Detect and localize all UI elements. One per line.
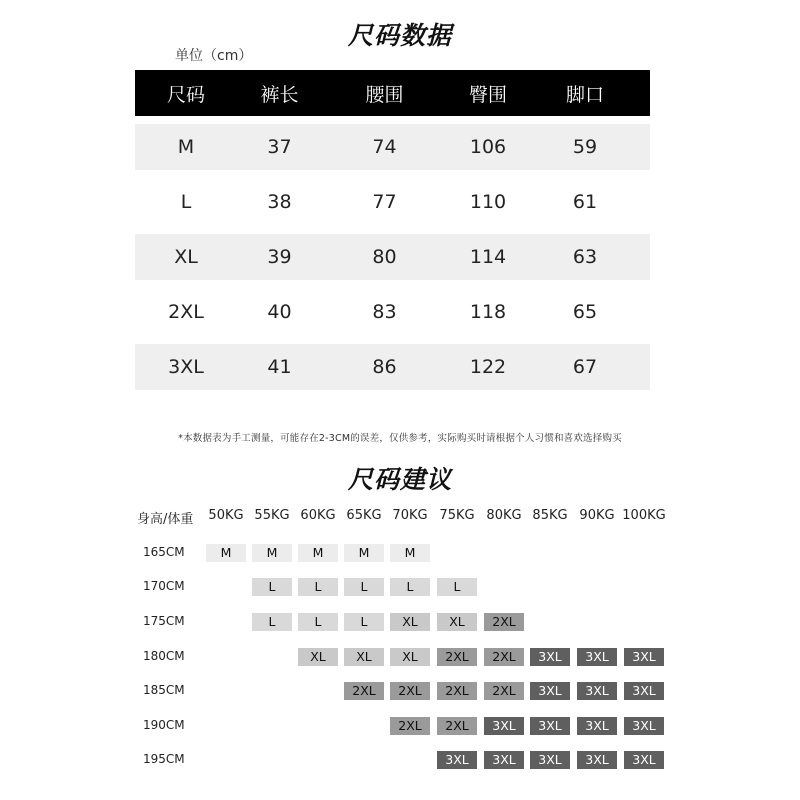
header-hem: 脚口 <box>565 83 604 106</box>
table-row <box>135 179 650 225</box>
size-chip: 2XL <box>484 648 524 666</box>
cell: 86 <box>372 356 397 378</box>
weight-header: 90KG <box>579 508 615 523</box>
size-chip: 2XL <box>344 682 384 700</box>
size-chip: XL <box>437 613 477 631</box>
size-chip: 2XL <box>484 682 524 700</box>
weight-header: 85KG <box>532 508 568 523</box>
cell: 37 <box>267 136 292 158</box>
size-chip: 3XL <box>577 751 617 769</box>
size-chip: L <box>437 578 477 596</box>
size-chip: M <box>344 544 384 562</box>
size-chip: XL <box>298 648 338 666</box>
cell: 83 <box>372 301 397 323</box>
size-data-title: 尺码数据 <box>347 21 452 50</box>
size-chip: 3XL <box>530 682 570 700</box>
cell: 2XL <box>168 301 204 323</box>
measurement-note: *本数据表为手工测量，可能存在2-3CM的误差，仅供参考，实际购买时请根据个人习惯和喜欢选择购买 <box>178 433 622 444</box>
size-chip: 3XL <box>577 717 617 735</box>
table-row <box>135 124 650 170</box>
size-chip: 3XL <box>624 751 664 769</box>
size-chip: XL <box>390 613 430 631</box>
cell: 63 <box>572 246 598 268</box>
header-hip: 臀围 <box>468 83 507 106</box>
height-label: 180CM <box>143 649 185 663</box>
size-data-table <box>135 70 650 390</box>
size-chip: 3XL <box>624 717 664 735</box>
weight-header: 75KG <box>439 508 475 523</box>
weight-header: 80KG <box>486 508 522 523</box>
cell: 59 <box>572 136 598 158</box>
size-chip: M <box>252 544 292 562</box>
cell: 114 <box>469 246 507 268</box>
size-chip: M <box>298 544 338 562</box>
cell: 39 <box>267 246 292 268</box>
height-label: 175CM <box>143 614 185 628</box>
weight-header: 60KG <box>300 508 336 523</box>
cell: 38 <box>267 191 292 213</box>
cell: XL <box>174 246 198 268</box>
height-label: 190CM <box>143 718 185 732</box>
size-chip: 3XL <box>624 682 664 700</box>
height-label: 170CM <box>143 579 185 593</box>
size-chip: L <box>252 578 292 596</box>
header-length: 裤长 <box>260 83 299 106</box>
cell: 122 <box>469 356 507 378</box>
size-chip: 3XL <box>577 682 617 700</box>
cell: L <box>180 191 192 213</box>
size-chip: 2XL <box>437 682 477 700</box>
size-chip: L <box>298 578 338 596</box>
size-recommendation-title: 尺码建议 <box>347 465 452 494</box>
size-chip: XL <box>344 648 384 666</box>
weight-header: 55KG <box>254 508 290 523</box>
size-chip: 3XL <box>437 751 477 769</box>
cell: 110 <box>469 191 507 213</box>
cell: 3XL <box>168 356 204 378</box>
size-chip: M <box>206 544 246 562</box>
cell: 67 <box>572 356 598 378</box>
cell: 40 <box>267 301 292 323</box>
header-waist: 腰围 <box>365 83 404 106</box>
weight-header: 50KG <box>208 508 244 523</box>
size-chip: 3XL <box>530 717 570 735</box>
size-chip: 2XL <box>390 717 430 735</box>
size-chip: XL <box>390 648 430 666</box>
height-label: 165CM <box>143 545 185 559</box>
table-row <box>135 289 650 335</box>
size-chip: 3XL <box>577 648 617 666</box>
table-header <box>135 70 650 116</box>
size-chip: 2XL <box>437 717 477 735</box>
height-label: 185CM <box>143 683 185 697</box>
height-label: 195CM <box>143 752 185 766</box>
size-chip: L <box>344 578 384 596</box>
size-chip: 3XL <box>484 751 524 769</box>
size-chip: L <box>344 613 384 631</box>
size-chip: 2XL <box>484 613 524 631</box>
table-row <box>135 344 650 390</box>
cell: 74 <box>372 136 397 158</box>
cell: 41 <box>267 356 292 378</box>
cell: 65 <box>572 301 598 323</box>
cell: 77 <box>372 191 397 213</box>
cell: M <box>177 136 195 158</box>
size-chip: 3XL <box>484 717 524 735</box>
size-chip: L <box>298 613 338 631</box>
weight-header: 100KG <box>622 508 666 523</box>
cell: 118 <box>469 301 507 323</box>
size-chip: L <box>252 613 292 631</box>
header-size: 尺码 <box>166 83 205 106</box>
corner-label: 身高/体重 <box>137 512 194 527</box>
weight-header: 65KG <box>346 508 382 523</box>
weight-header: 70KG <box>392 508 428 523</box>
cell: 80 <box>372 246 397 268</box>
size-chip: 3XL <box>530 648 570 666</box>
unit-label: 单位（cm） <box>175 48 253 64</box>
size-chip: 2XL <box>390 682 430 700</box>
table-row <box>135 234 650 280</box>
size-chip: M <box>390 544 430 562</box>
size-chip: 2XL <box>437 648 477 666</box>
cell: 61 <box>572 191 598 213</box>
size-chip: 3XL <box>624 648 664 666</box>
size-chip: 3XL <box>530 751 570 769</box>
cell: 106 <box>469 136 507 158</box>
size-chip: L <box>390 578 430 596</box>
